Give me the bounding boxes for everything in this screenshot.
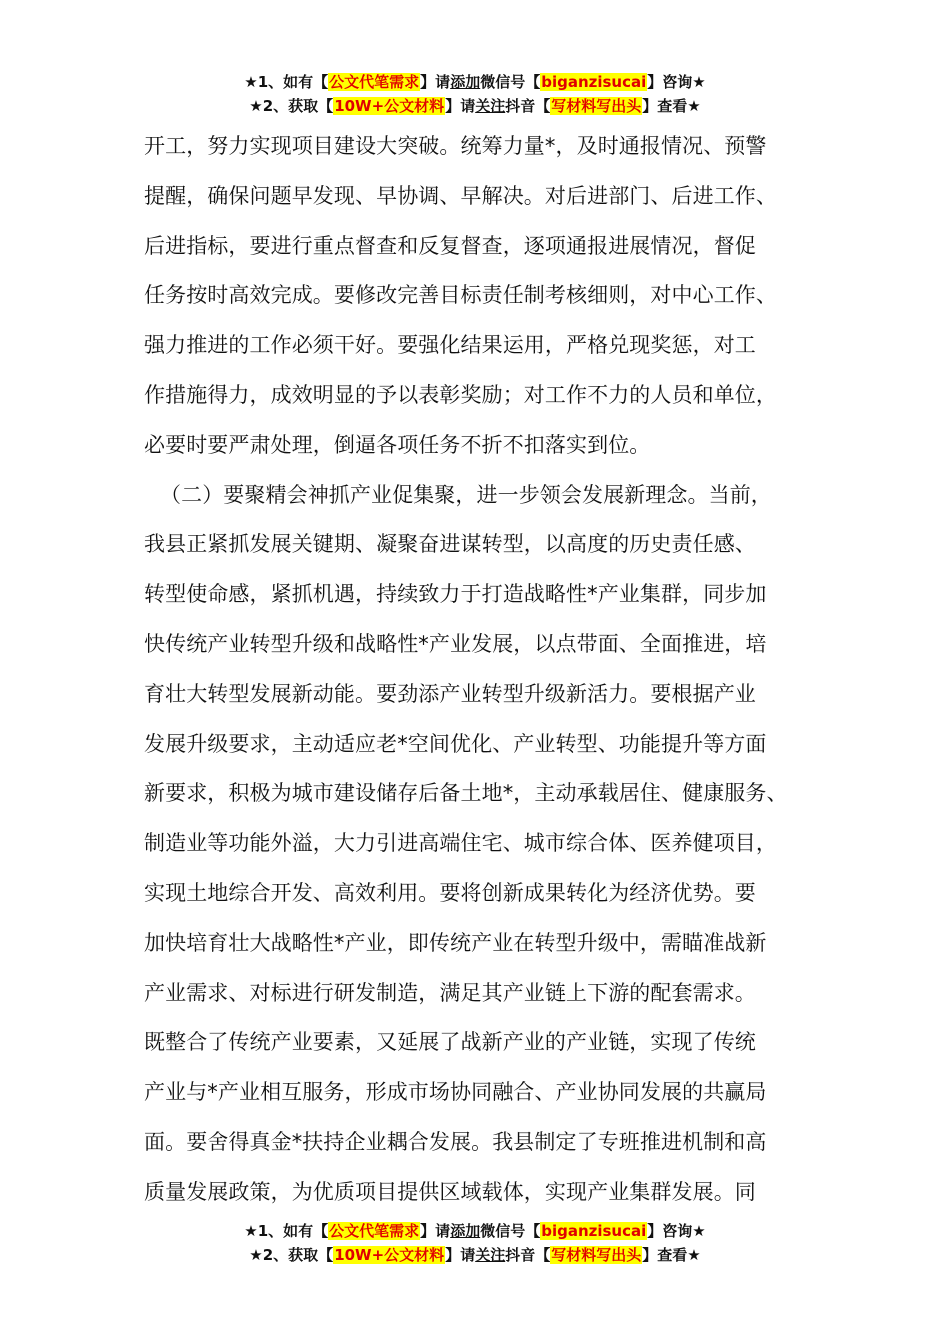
banner-text: 抖音【 <box>505 97 551 115</box>
body-line: 转型使命感，紧抓机遇，持续致力于打造战略性*产业集群，同步加 <box>144 582 767 607</box>
body-line: 实现土地综合开发、高效利用。要将创新成果转化为经济优势。要 <box>144 880 756 905</box>
highlight-wechat-id: biganzisucai <box>541 73 647 91</box>
highlight-service: 公文代笔需求 <box>329 73 420 91</box>
banner-text: 】请 <box>445 97 476 115</box>
underlined-text: 添加 <box>450 1222 481 1240</box>
banner-text: ★2、获取【 <box>249 97 334 115</box>
banner-line-2 <box>0 1243 950 1267</box>
body-line: 必要时要严肃处理，倒逼各项任务不折不扣落实到位。 <box>144 432 651 457</box>
underlined-text: 添加 <box>450 73 481 91</box>
body-line: 加快培育壮大战略性*产业，即传统产业在转型升级中，需瞄准战新 <box>144 930 767 955</box>
highlight-douyin-account: 写材料写出头 <box>551 1246 642 1264</box>
banner-line-1 <box>0 70 950 94</box>
body-line: 任务按时高效完成。要修改完善目标责任制考核细则，对中心工作、 <box>144 283 777 308</box>
banner-line-2 <box>0 94 950 118</box>
section-heading-line: （二）要聚精会神抓产业促集聚，进一步领会发展新理念。当前， <box>160 482 772 507</box>
body-line: 我县正紧抓发展关键期、凝聚奋进谋转型，以高度的历史责任感、 <box>144 532 756 557</box>
body-line: 强力推进的工作必须干好。要强化结果运用，严格兑现奖惩，对工 <box>144 333 756 358</box>
banner-text: 】查看★ <box>642 97 701 115</box>
highlight-materials: 10W+公文材料 <box>334 1246 445 1264</box>
body-line: 后进指标，要进行重点督查和反复督查，逐项通报进展情况，督促 <box>144 233 756 258</box>
highlight-service: 公文代笔需求 <box>329 1222 420 1240</box>
underlined-text: 关注 <box>475 97 506 115</box>
body-line: 产业需求、对标进行研发制造，满足其产业链上下游的配套需求。 <box>144 980 756 1005</box>
body-line: 面。要舍得真金*扶持企业耦合发展。我县制定了专班推进机制和高 <box>144 1129 767 1154</box>
banner-text: 微信号【 <box>480 73 541 91</box>
banner-text: 抖音【 <box>505 1246 551 1264</box>
banner-text: 微信号【 <box>480 1222 541 1240</box>
highlight-wechat-id: biganzisucai <box>541 1222 647 1240</box>
banner-text: 】咨询★ <box>647 73 706 91</box>
banner-text: 】查看★ <box>642 1246 701 1264</box>
body-line: 新要求，积极为城市建设储存后备土地*，主动承载居住、健康服务、 <box>144 781 788 806</box>
body-line: 既整合了传统产业要素，又延展了战新产业的产业链，实现了传统 <box>144 1030 756 1055</box>
document-body <box>144 122 834 1218</box>
body-line: 快传统产业转型升级和战略性*产业发展，以点带面、全面推进，培 <box>144 631 767 656</box>
body-line: 发展升级要求，主动适应老*空间优化、产业转型、功能提升等方面 <box>144 731 767 756</box>
body-line: 制造业等功能外溢，大力引进高端住宅、城市综合体、医养健项目， <box>144 831 777 856</box>
banner-text: 】咨询★ <box>647 1222 706 1240</box>
underlined-text: 关注 <box>475 1246 506 1264</box>
body-line: 作措施得力，成效明显的予以表彰奖励；对工作不力的人员和单位， <box>144 382 777 407</box>
banner-text: ★2、获取【 <box>249 1246 334 1264</box>
footer-banner <box>0 1219 950 1267</box>
highlight-materials: 10W+公文材料 <box>334 97 445 115</box>
banner-text: ★1、如有【 <box>244 73 329 91</box>
header-banner <box>0 70 950 118</box>
banner-text: 】请 <box>420 73 451 91</box>
banner-text: 】请 <box>420 1222 451 1240</box>
banner-text: 】请 <box>445 1246 476 1264</box>
body-line: 育壮大转型发展新动能。要劲添产业转型升级新活力。要根据产业 <box>144 681 756 706</box>
body-line: 提醒，确保问题早发现、早协调、早解决。对后进部门、后进工作、 <box>144 183 777 208</box>
banner-line-1 <box>0 1219 950 1243</box>
body-line: 产业与*产业相互服务，形成市场协同融合、产业协同发展的共赢局 <box>144 1080 767 1105</box>
body-line: 质量发展政策，为优质项目提供区域载体，实现产业集群发展。同 <box>144 1179 756 1204</box>
banner-text: ★1、如有【 <box>244 1222 329 1240</box>
body-line: 开工，努力实现项目建设大突破。统筹力量*，及时通报情况、预警 <box>144 134 767 158</box>
highlight-douyin-account: 写材料写出头 <box>551 97 642 115</box>
